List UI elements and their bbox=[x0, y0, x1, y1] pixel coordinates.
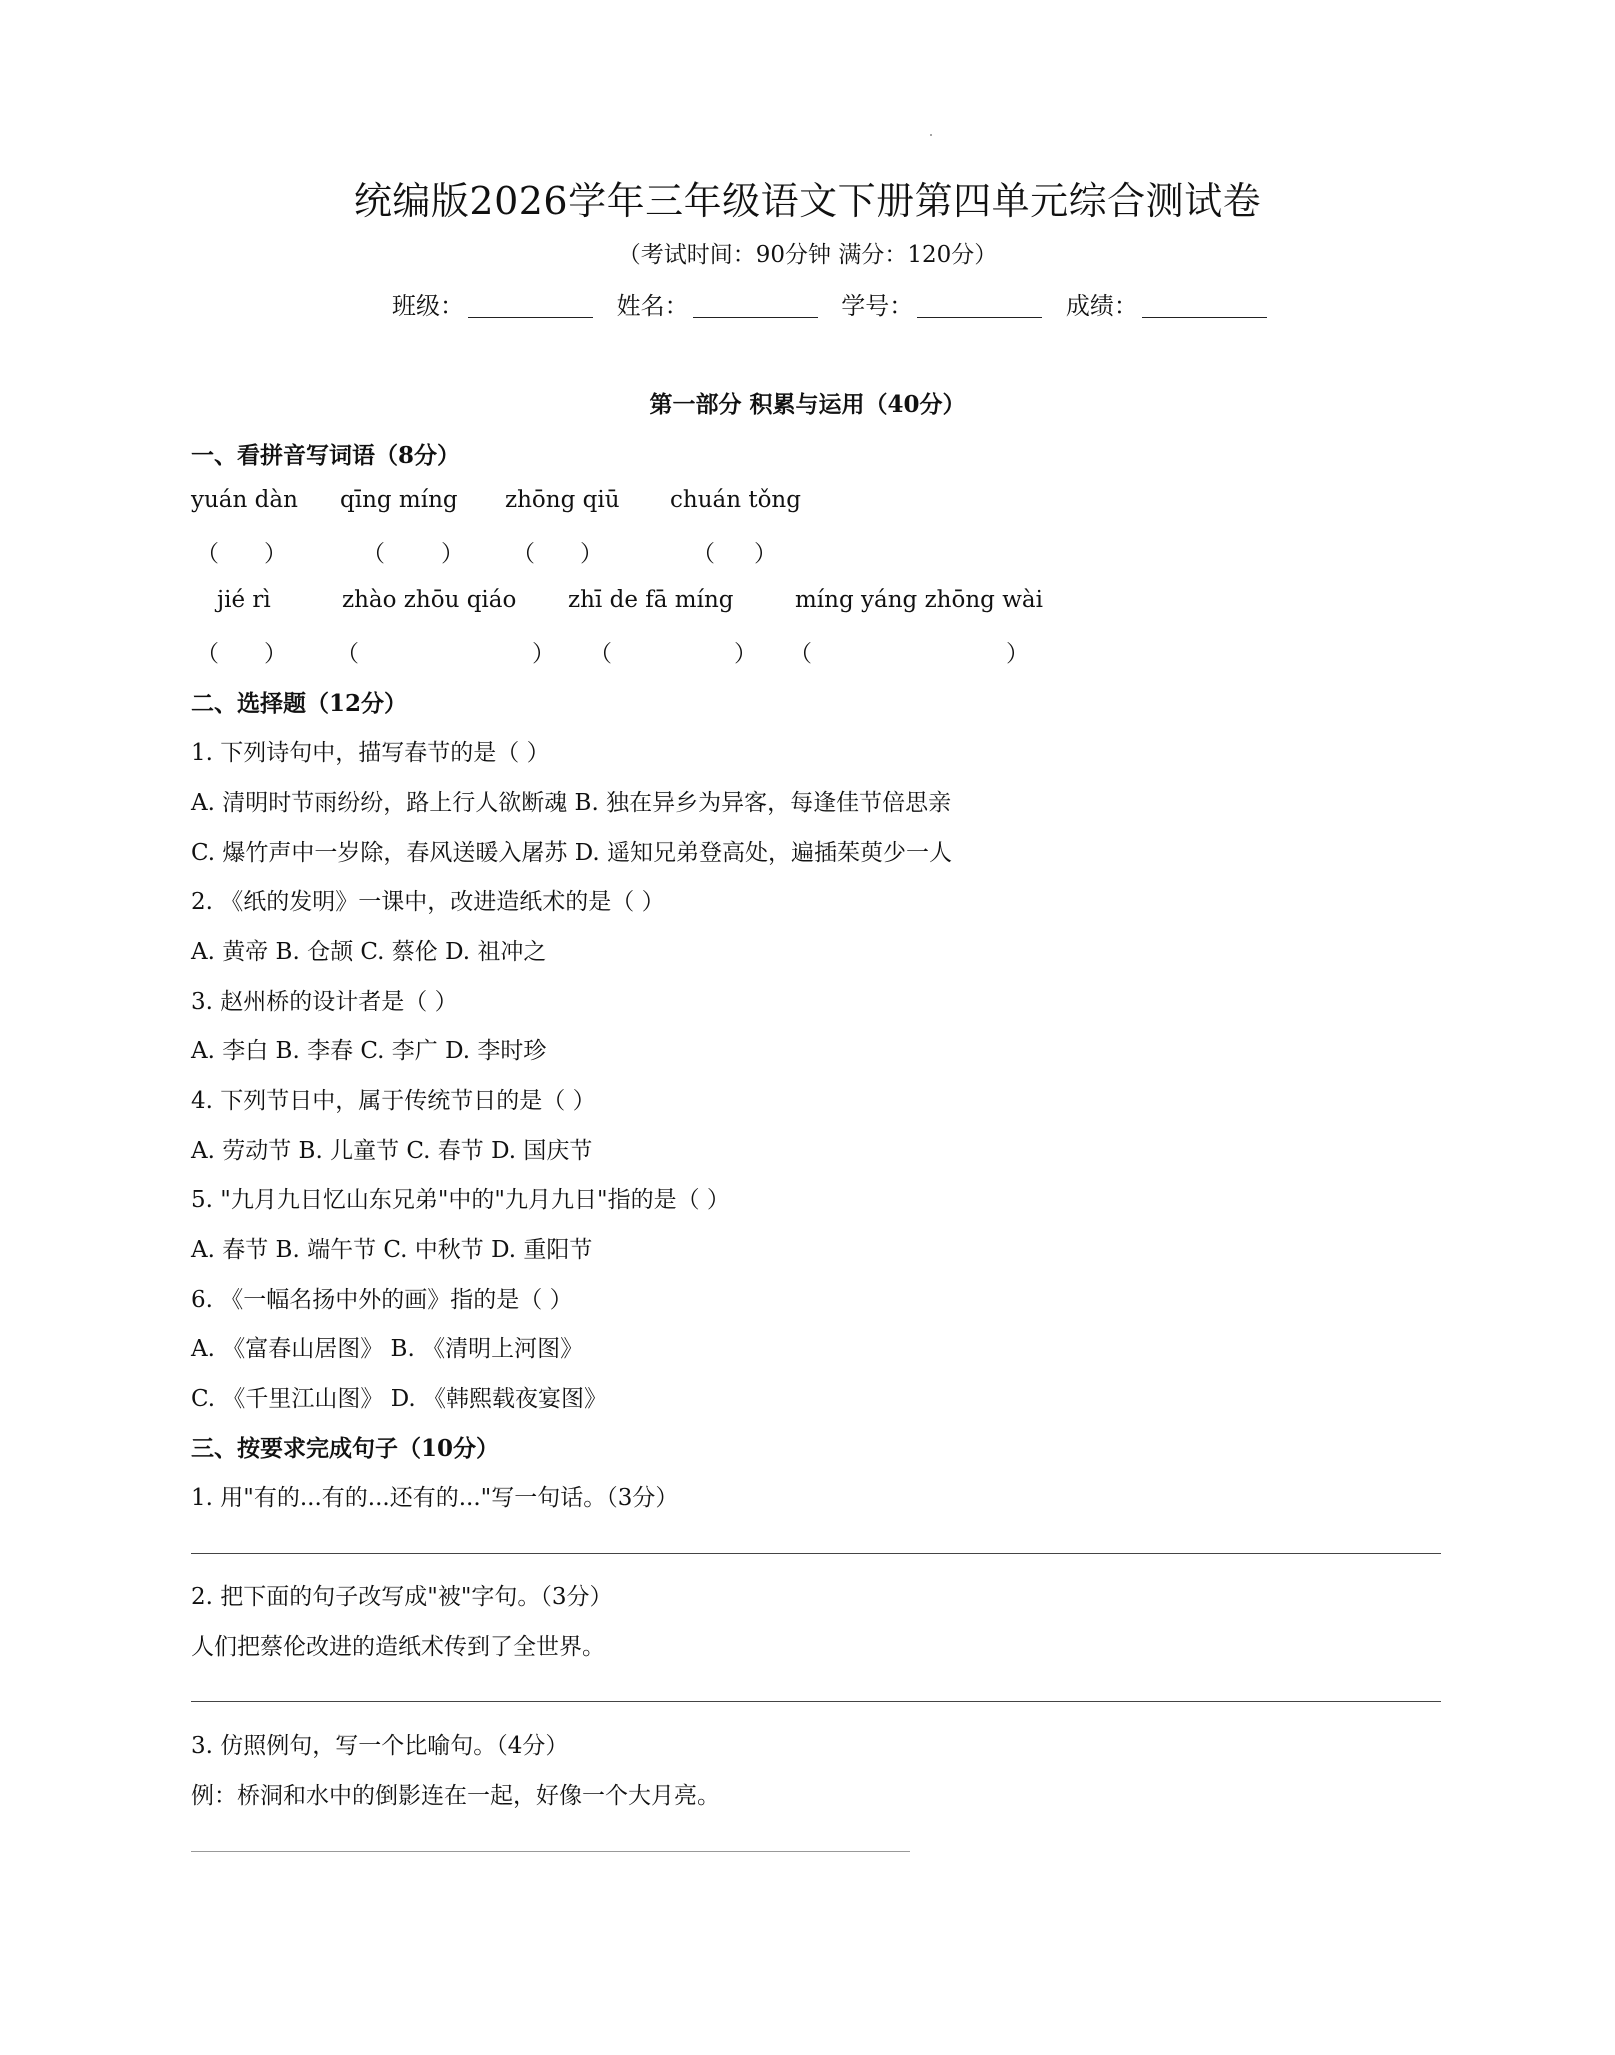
section1-title: 一、看拼音写词语（8分） bbox=[191, 442, 461, 469]
class-blank[interactable] bbox=[468, 295, 593, 318]
pinyin-4: chuán tǒng bbox=[670, 487, 801, 513]
answer-box-4-open: （ bbox=[692, 541, 715, 567]
exam-subtitle: （考试时间：90分钟 满分：120分） bbox=[617, 242, 998, 268]
q3-stem: 3. 赵州桥的设计者是（ ） bbox=[191, 989, 458, 1015]
q6-stem: 6. 《一幅名扬中外的画》指的是（ ） bbox=[191, 1287, 573, 1313]
answer-box-1-close: ） bbox=[264, 541, 287, 567]
s3-q3-example: 例：桥洞和水中的倒影连在一起，好像一个大月亮。 bbox=[191, 1783, 720, 1809]
q1-stem: 1. 下列诗句中，描写春节的是（ ） bbox=[191, 740, 550, 766]
pinyin-1: yuán dàn bbox=[191, 487, 298, 513]
q5-options: A. 春节 B. 端午节 C. 中秋节 D. 重阳节 bbox=[191, 1237, 593, 1263]
answer-box-6-close: ） bbox=[532, 641, 555, 667]
answer-box-3-close: ） bbox=[580, 541, 603, 567]
answer-box-8-close: ） bbox=[1006, 641, 1029, 667]
answer-box-7-open: （ bbox=[589, 641, 612, 667]
answer-box-4-close: ） bbox=[754, 541, 777, 567]
pinyin-5: jié rì bbox=[217, 587, 271, 613]
q5-stem: 5. "九月九日忆山东兄弟"中的"九月九日"指的是（ ） bbox=[191, 1187, 730, 1213]
pinyin-2: qīng míng bbox=[340, 487, 458, 513]
class-label: 班级： bbox=[392, 292, 464, 320]
part1-title: 第一部分 积累与运用（40分） bbox=[649, 391, 966, 418]
pinyin-8: míng yáng zhōng wài bbox=[795, 587, 1043, 613]
q2-stem: 2. 《纸的发明》一课中，改进造纸术的是（ ） bbox=[191, 889, 665, 915]
q6-options-ab: A. 《富春山居图》 B. 《清明上河图》 bbox=[191, 1336, 584, 1362]
answer-box-3-open: （ bbox=[512, 541, 535, 567]
name-blank[interactable] bbox=[693, 295, 818, 318]
q1-options-cd: C. 爆竹声中一岁除，春风送暖入屠苏 D. 遥知兄弟登高处，遍插茱萸少一人 bbox=[191, 840, 952, 866]
answer-box-8-open: （ bbox=[789, 641, 812, 667]
s3-q1-answer-line[interactable] bbox=[191, 1553, 1441, 1554]
score-label: 成绩： bbox=[1065, 292, 1138, 320]
s3-q1-stem: 1. 用"有的...有的...还有的..."写一句话。（3分） bbox=[191, 1485, 679, 1511]
s3-q2-answer-line[interactable] bbox=[191, 1701, 1441, 1702]
answer-box-2-open: （ bbox=[362, 541, 385, 567]
scan-speck bbox=[930, 134, 932, 136]
answer-box-7-close: ） bbox=[734, 641, 757, 667]
s3-q2-sentence: 人们把蔡伦改进的造纸术传到了全世界。 bbox=[191, 1634, 605, 1660]
q4-stem: 4. 下列节日中，属于传统节日的是（ ） bbox=[191, 1088, 596, 1114]
answer-box-6-open: （ bbox=[336, 641, 359, 667]
q4-options: A. 劳动节 B. 儿童节 C. 春节 D. 国庆节 bbox=[191, 1138, 593, 1164]
student-id-blank[interactable] bbox=[917, 295, 1042, 318]
section2-title: 二、选择题（12分） bbox=[191, 690, 408, 717]
s3-q3-stem: 3. 仿照例句，写一个比喻句。（4分） bbox=[191, 1733, 569, 1759]
score-blank[interactable] bbox=[1142, 295, 1267, 318]
q2-options: A. 黄帝 B. 仓颉 C. 蔡伦 D. 祖冲之 bbox=[191, 939, 547, 965]
pinyin-7: zhī de fā míng bbox=[568, 587, 734, 613]
pinyin-3: zhōng qiū bbox=[505, 487, 620, 513]
q6-options-cd: C. 《千里江山图》 D. 《韩熙载夜宴图》 bbox=[191, 1386, 607, 1412]
answer-box-5-open: （ bbox=[196, 641, 219, 667]
name-label: 姓名： bbox=[616, 292, 689, 320]
answer-box-5-close: ） bbox=[264, 641, 287, 667]
s3-q3-answer-line[interactable] bbox=[191, 1851, 910, 1852]
pinyin-6: zhào zhōu qiáo bbox=[342, 587, 517, 613]
q1-options-ab: A. 清明时节雨纷纷，路上行人欲断魂 B. 独在异乡为异客，每逢佳节倍思亲 bbox=[191, 790, 952, 816]
answer-box-2-close: ） bbox=[441, 541, 464, 567]
q3-options: A. 李白 B. 李春 C. 李广 D. 李时珍 bbox=[191, 1038, 547, 1064]
s3-q2-stem: 2. 把下面的句子改写成"被"字句。（3分） bbox=[191, 1584, 613, 1610]
answer-box-1-open: （ bbox=[196, 541, 219, 567]
exam-title: 统编版2026学年三年级语文下册第四单元综合测试卷 bbox=[353, 179, 1262, 223]
section3-title: 三、按要求完成句子（10分） bbox=[191, 1435, 500, 1462]
student-info-row bbox=[392, 286, 1283, 321]
student-id-label: 学号： bbox=[841, 292, 914, 320]
